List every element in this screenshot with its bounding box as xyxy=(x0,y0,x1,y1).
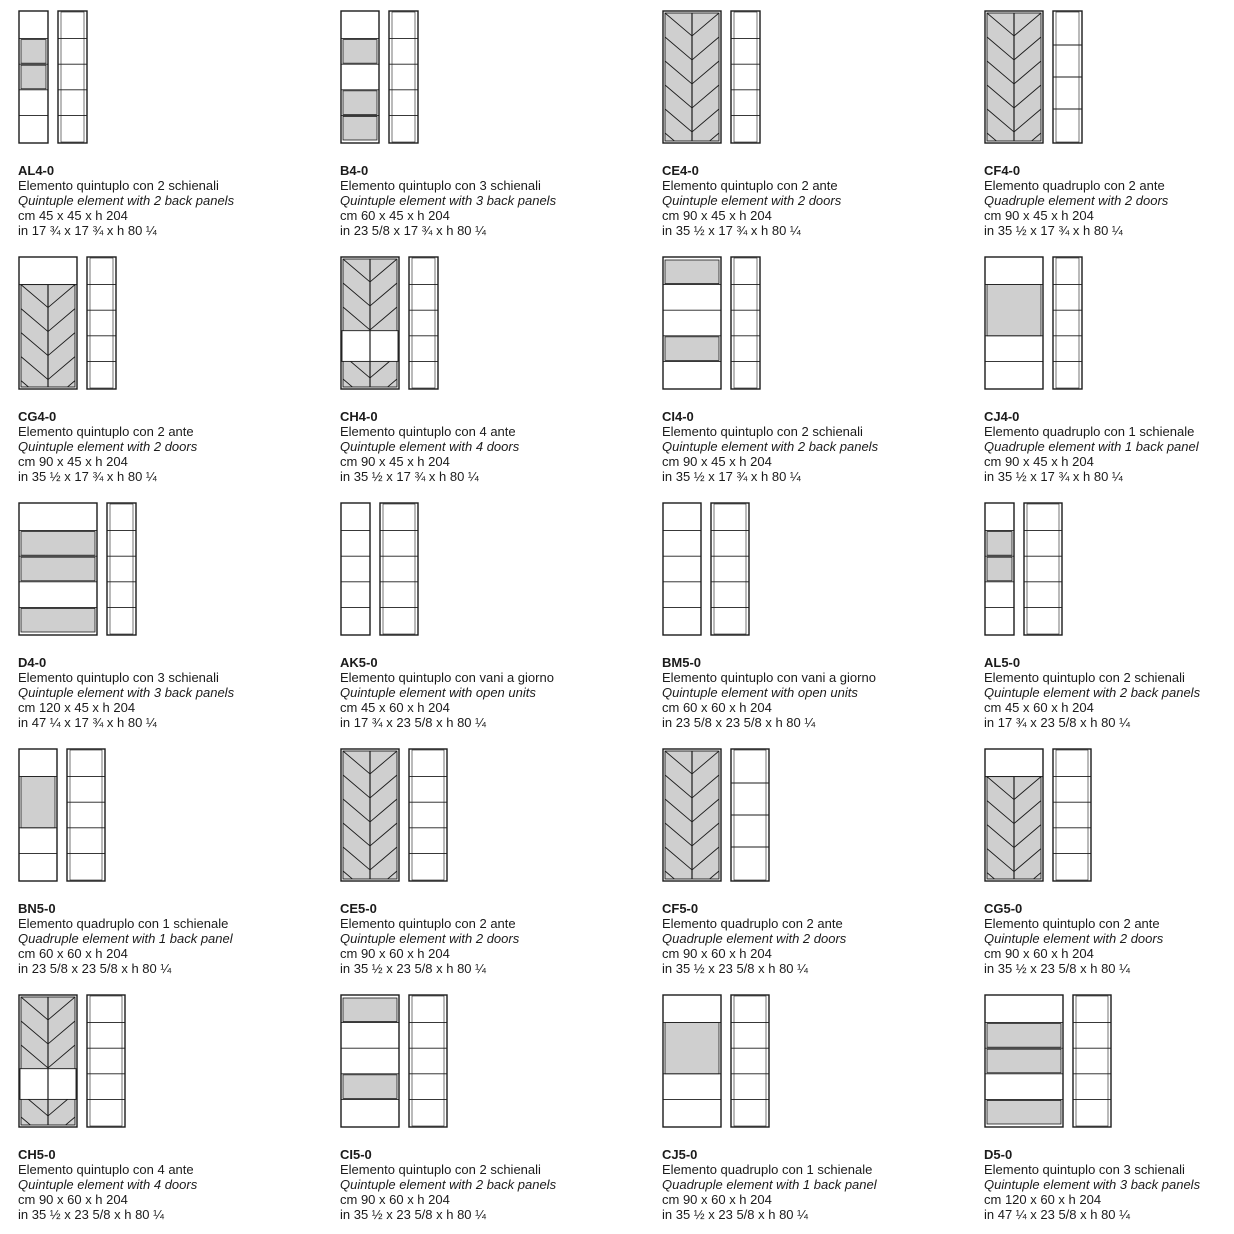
dimensions-inches: in 35 ½ x 17 ¾ x h 80 ¼ xyxy=(984,469,1123,484)
dimensions-inches: in 47 ¼ x 17 ¾ x h 80 ¼ xyxy=(18,715,157,730)
product-card xyxy=(984,502,1234,742)
dimensions-inches: in 35 ½ x 23 5/8 x h 80 ¼ xyxy=(18,1207,164,1222)
description-english: Quadruple element with 1 back panel xyxy=(662,1177,877,1192)
cabinet-side-frame xyxy=(389,11,418,143)
back-panel xyxy=(21,65,46,89)
description-english: Quintuple element with 2 back panels xyxy=(18,193,235,208)
cabinet-drawing xyxy=(340,748,640,884)
back-panel xyxy=(343,998,397,1022)
back-panel xyxy=(21,557,95,581)
dimensions-cm: cm 90 x 60 x h 204 xyxy=(340,1192,450,1207)
product-caption xyxy=(662,655,876,730)
product-code: AL5-0 xyxy=(984,655,1021,670)
product-card xyxy=(662,994,962,1234)
cabinet-drawing xyxy=(984,994,1234,1130)
back-panel xyxy=(21,608,95,632)
dimensions-inches: in 47 ¼ x 23 5/8 x h 80 ¼ xyxy=(984,1207,1130,1222)
dimensions-inches: in 35 ½ x 23 5/8 x h 80 ¼ xyxy=(340,1207,486,1222)
dimensions-cm: cm 45 x 60 x h 204 xyxy=(340,700,450,715)
cabinet-side-frame xyxy=(711,503,749,635)
product-code: CF5-0 xyxy=(662,901,699,916)
dimensions-cm: cm 90 x 45 x h 204 xyxy=(984,208,1094,223)
cabinet-drawing xyxy=(984,748,1234,884)
description-italian: Elemento quintuplo con 2 schienali xyxy=(18,178,219,193)
product-card xyxy=(984,256,1234,496)
cabinet-drawing xyxy=(662,994,962,1130)
description-italian: Elemento quintuplo con 2 schienali xyxy=(662,424,863,439)
cabinet-side-frame xyxy=(1053,257,1082,389)
dimensions-cm: cm 90 x 45 x h 204 xyxy=(340,454,450,469)
cabinet-side-frame xyxy=(67,749,105,881)
cabinet-drawing xyxy=(984,502,1234,638)
product-card xyxy=(662,256,962,496)
cabinet-side-frame xyxy=(731,11,760,143)
product-caption xyxy=(18,1147,197,1222)
cabinet-side-frame xyxy=(731,995,769,1127)
door-chevron xyxy=(987,0,1041,12)
description-english: Quintuple element with 2 doors xyxy=(18,439,198,454)
product-code: CG5-0 xyxy=(984,901,1023,916)
product-code: CE4-0 xyxy=(662,163,699,178)
back-panel xyxy=(987,1049,1061,1073)
product-caption xyxy=(340,901,519,976)
product-card xyxy=(18,256,318,496)
description-english: Quintuple element with 2 back panels xyxy=(984,685,1201,700)
dimensions-cm: cm 90 x 60 x h 204 xyxy=(662,1192,772,1207)
cabinet-side-frame xyxy=(409,995,447,1127)
back-panel xyxy=(343,91,377,115)
description-english: Quadruple element with 1 back panel xyxy=(18,931,233,946)
description-english: Quintuple element with 2 doors xyxy=(662,193,842,208)
product-caption xyxy=(340,655,554,730)
back-panel xyxy=(21,532,95,556)
back-panel xyxy=(343,116,377,140)
product-caption xyxy=(984,1147,1200,1222)
dimensions-cm: cm 90 x 60 x h 204 xyxy=(18,1192,128,1207)
description-italian: Elemento quadruplo con 2 ante xyxy=(984,178,1165,193)
product-caption xyxy=(18,409,197,484)
dimensions-inches: in 35 ½ x 17 ¾ x h 80 ¼ xyxy=(984,223,1123,238)
cabinet-drawing xyxy=(662,256,962,392)
cabinet-drawing xyxy=(984,10,1234,146)
product-card xyxy=(984,994,1234,1234)
product-code: CJ4-0 xyxy=(984,409,1020,424)
dimensions-inches: in 35 ½ x 17 ¾ x h 80 ¼ xyxy=(662,469,801,484)
description-italian: Elemento quintuplo con 3 schienali xyxy=(340,178,541,193)
product-card xyxy=(18,748,318,988)
dimensions-inches: in 23 5/8 x 23 5/8 x h 80 ¼ xyxy=(662,715,816,730)
dimensions-inches: in 23 5/8 x 23 5/8 x h 80 ¼ xyxy=(18,961,172,976)
dimensions-inches: in 35 ½ x 23 5/8 x h 80 ¼ xyxy=(340,961,486,976)
description-italian: Elemento quintuplo con 2 schienali xyxy=(340,1162,541,1177)
product-caption xyxy=(984,409,1199,484)
product-code: BM5-0 xyxy=(662,655,702,670)
back-panel xyxy=(987,1100,1061,1124)
cabinet-drawing xyxy=(340,502,640,638)
dimensions-cm: cm 90 x 60 x h 204 xyxy=(662,946,772,961)
dimensions-cm: cm 90 x 45 x h 204 xyxy=(662,454,772,469)
dimensions-cm: cm 90 x 45 x h 204 xyxy=(662,208,772,223)
description-italian: Elemento quintuplo con 2 ante xyxy=(984,916,1160,931)
product-code: D4-0 xyxy=(18,655,47,670)
description-italian: Elemento quadruplo con 2 ante xyxy=(662,916,843,931)
description-english: Quintuple element with 4 doors xyxy=(18,1177,198,1192)
product-card xyxy=(340,10,640,250)
dimensions-cm: cm 60 x 60 x h 204 xyxy=(662,700,772,715)
product-caption xyxy=(662,409,878,484)
back-panel xyxy=(987,532,1012,556)
product-caption xyxy=(18,163,234,238)
product-code: AK5-0 xyxy=(340,655,378,670)
dimensions-cm: cm 90 x 45 x h 204 xyxy=(18,454,128,469)
cabinet-side-frame xyxy=(1053,749,1091,881)
dimensions-cm: cm 120 x 60 x h 204 xyxy=(984,1192,1102,1207)
product-caption xyxy=(662,901,846,976)
dimensions-cm: cm 45 x 45 x h 204 xyxy=(18,208,128,223)
cabinet-side-frame xyxy=(380,503,418,635)
dimensions-inches: in 35 ½ x 23 5/8 x h 80 ¼ xyxy=(984,961,1130,976)
product-card xyxy=(662,10,962,250)
product-code: AL4-0 xyxy=(18,163,55,178)
product-card xyxy=(340,748,640,988)
cabinet-drawing xyxy=(984,256,1234,392)
cabinet-drawing xyxy=(662,10,962,146)
description-italian: Elemento quintuplo con vani a giorno xyxy=(662,670,876,685)
cabinet-drawing xyxy=(18,748,318,884)
product-card xyxy=(984,748,1234,988)
cabinet-side-frame xyxy=(107,503,136,635)
product-card xyxy=(18,994,318,1234)
product-code: CH5-0 xyxy=(18,1147,56,1162)
dimensions-cm: cm 90 x 60 x h 204 xyxy=(340,946,450,961)
description-italian: Elemento quintuplo con 3 schienali xyxy=(18,670,219,685)
description-italian: Elemento quintuplo con 2 ante xyxy=(18,424,194,439)
door-chevron xyxy=(665,0,719,12)
dimensions-inches: in 17 ¾ x 17 ¾ x h 80 ¼ xyxy=(18,223,157,238)
description-english: Quintuple element with 2 doors xyxy=(340,931,520,946)
cabinet-drawing xyxy=(18,10,318,146)
product-caption xyxy=(18,901,233,976)
dimensions-cm: cm 45 x 60 x h 204 xyxy=(984,700,1094,715)
product-code: B4-0 xyxy=(340,163,369,178)
description-italian: Elemento quintuplo con 3 schienali xyxy=(984,1162,1185,1177)
cabinet-side-frame xyxy=(409,257,438,389)
dimensions-inches: in 35 ½ x 23 5/8 x h 80 ¼ xyxy=(662,961,808,976)
description-english: Quintuple element with open units xyxy=(662,685,858,700)
product-card xyxy=(662,748,962,988)
cabinet-drawing xyxy=(340,10,640,146)
product-card xyxy=(18,502,318,742)
product-caption xyxy=(984,901,1163,976)
product-code: BN5-0 xyxy=(18,901,56,916)
dimensions-inches: in 35 ½ x 17 ¾ x h 80 ¼ xyxy=(340,469,479,484)
product-caption xyxy=(984,163,1168,238)
product-card xyxy=(340,502,640,742)
description-italian: Elemento quadruplo con 1 schienale xyxy=(18,916,229,931)
description-italian: Elemento quintuplo con 4 ante xyxy=(340,424,516,439)
product-code: D5-0 xyxy=(984,1147,1013,1162)
cabinet-drawing xyxy=(662,502,962,638)
dimensions-cm: cm 60 x 45 x h 204 xyxy=(340,208,450,223)
product-code: CF4-0 xyxy=(984,163,1021,178)
back-panel xyxy=(21,777,55,828)
product-caption xyxy=(340,409,519,484)
dimensions-inches: in 23 5/8 x 17 ¾ x h 80 ¼ xyxy=(340,223,486,238)
product-code: CE5-0 xyxy=(340,901,377,916)
cabinet-side-frame xyxy=(87,995,125,1127)
description-italian: Elemento quintuplo con vani a giorno xyxy=(340,670,554,685)
dimensions-inches: in 35 ½ x 17 ¾ x h 80 ¼ xyxy=(662,223,801,238)
dimensions-inches: in 17 ¾ x 23 5/8 x h 80 ¼ xyxy=(340,715,486,730)
description-english: Quintuple element with 3 back panels xyxy=(18,685,235,700)
description-italian: Elemento quadruplo con 1 schienale xyxy=(984,424,1195,439)
description-italian: Elemento quadruplo con 1 schienale xyxy=(662,1162,873,1177)
dimensions-inches: in 17 ¾ x 23 5/8 x h 80 ¼ xyxy=(984,715,1130,730)
cabinet-front-frame xyxy=(663,503,701,635)
description-english: Quintuple element with 2 back panels xyxy=(662,439,879,454)
back-panel xyxy=(343,1075,397,1099)
back-panel xyxy=(665,1023,719,1074)
dimensions-inches: in 35 ½ x 17 ¾ x h 80 ¼ xyxy=(18,469,157,484)
back-panel xyxy=(665,337,719,361)
dimensions-cm: cm 90 x 45 x h 204 xyxy=(984,454,1094,469)
dimensions-cm: cm 90 x 60 x h 204 xyxy=(984,946,1094,961)
product-card xyxy=(662,502,962,742)
description-english: Quintuple element with 2 back panels xyxy=(340,1177,557,1192)
cabinet-drawing xyxy=(18,256,318,392)
cabinet-side-frame xyxy=(1024,503,1062,635)
product-card xyxy=(984,10,1234,250)
back-panel xyxy=(987,557,1012,581)
back-panel xyxy=(987,1024,1061,1048)
description-english: Quintuple element with 3 back panels xyxy=(984,1177,1201,1192)
description-english: Quintuple element with open units xyxy=(340,685,536,700)
description-english: Quintuple element with 4 doors xyxy=(340,439,520,454)
cabinet-drawing xyxy=(18,502,318,638)
product-code: CI5-0 xyxy=(340,1147,372,1162)
back-panel xyxy=(665,260,719,284)
description-english: Quadruple element with 2 doors xyxy=(984,193,1169,208)
cabinet-side-frame xyxy=(58,11,87,143)
product-code: CG4-0 xyxy=(18,409,57,424)
cabinet-side-frame xyxy=(87,257,116,389)
back-panel xyxy=(343,40,377,64)
description-english: Quadruple element with 2 doors xyxy=(662,931,847,946)
product-code: CH4-0 xyxy=(340,409,378,424)
back-panel xyxy=(987,285,1041,336)
product-caption xyxy=(18,655,234,730)
cabinet-side-frame xyxy=(731,257,760,389)
dimensions-cm: cm 60 x 60 x h 204 xyxy=(18,946,128,961)
description-italian: Elemento quintuplo con 2 ante xyxy=(340,916,516,931)
description-italian: Elemento quintuplo con 2 schienali xyxy=(984,670,1185,685)
back-panel xyxy=(21,40,46,64)
product-code: CJ5-0 xyxy=(662,1147,698,1162)
product-card xyxy=(18,10,318,250)
product-caption xyxy=(340,1147,556,1222)
dimensions-cm: cm 120 x 45 x h 204 xyxy=(18,700,136,715)
cabinet-drawing xyxy=(18,994,318,1130)
description-english: Quintuple element with 3 back panels xyxy=(340,193,557,208)
cabinet-drawing xyxy=(340,994,640,1130)
cabinet-side-frame xyxy=(1073,995,1111,1127)
cabinet-side-frame xyxy=(409,749,447,881)
product-card xyxy=(340,256,640,496)
product-caption xyxy=(984,655,1200,730)
description-english: Quintuple element with 2 doors xyxy=(984,931,1164,946)
cabinet-front-frame xyxy=(341,503,370,635)
description-italian: Elemento quintuplo con 4 ante xyxy=(18,1162,194,1177)
description-english: Quadruple element with 1 back panel xyxy=(984,439,1199,454)
cabinet-drawing xyxy=(662,748,962,884)
product-code: CI4-0 xyxy=(662,409,694,424)
description-italian: Elemento quintuplo con 2 ante xyxy=(662,178,838,193)
product-caption xyxy=(340,163,556,238)
cabinet-drawing xyxy=(340,256,640,392)
product-card xyxy=(340,994,640,1234)
product-caption xyxy=(662,163,841,238)
product-caption xyxy=(662,1147,877,1222)
dimensions-inches: in 35 ½ x 23 5/8 x h 80 ¼ xyxy=(662,1207,808,1222)
